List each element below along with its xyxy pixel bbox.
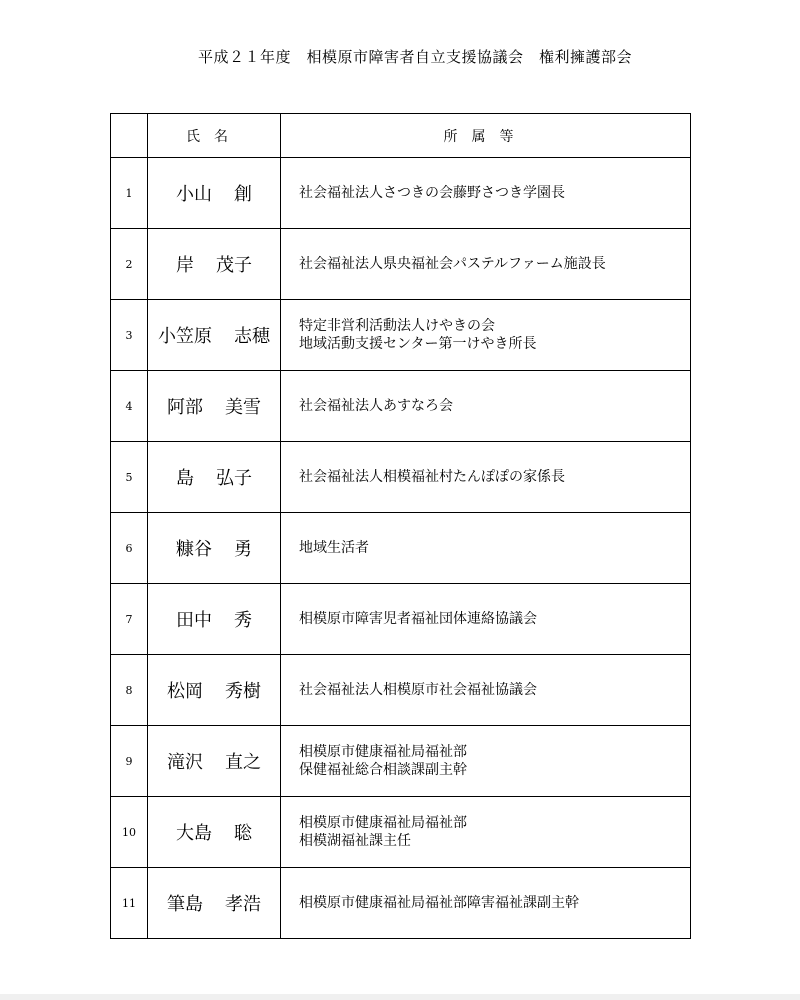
- affiliation-line: 相模原市健康福祉局福祉部: [299, 744, 467, 760]
- table-row: [111, 797, 691, 868]
- given-name: 直之: [225, 752, 261, 773]
- table-body: [111, 158, 691, 939]
- row-number: 10: [111, 797, 148, 868]
- member-affiliation: [281, 513, 691, 584]
- member-name: [148, 726, 281, 797]
- given-name: 勇: [234, 539, 252, 560]
- affiliation-line: 特定非営利活動法人けやきの会: [299, 318, 495, 334]
- row-number: 11: [111, 868, 148, 939]
- member-affiliation: [281, 371, 691, 442]
- table-row: [111, 513, 691, 584]
- member-name: [148, 655, 281, 726]
- given-name: 創: [234, 184, 252, 205]
- family-name: 田中: [176, 610, 212, 631]
- header-no: [111, 114, 148, 158]
- member-name: [148, 868, 281, 939]
- member-name: [148, 371, 281, 442]
- row-number: 3: [111, 300, 148, 371]
- row-number: 9: [111, 726, 148, 797]
- row-number: 5: [111, 442, 148, 513]
- page-footer-band: [0, 994, 800, 1000]
- family-name: 小山: [176, 184, 212, 205]
- member-name: [148, 300, 281, 371]
- given-name: 弘子: [216, 468, 252, 489]
- member-table: [110, 113, 691, 939]
- affiliation-line: 相模湖福祉課主任: [299, 833, 411, 849]
- member-name: [148, 513, 281, 584]
- affiliation-line: 相模原市障害児者福祉団体連絡協議会: [299, 611, 537, 627]
- given-name: 志穂: [234, 326, 270, 347]
- family-name: 阿部: [167, 397, 203, 418]
- header-affiliation: 所属等: [281, 114, 691, 158]
- affiliation-line: 社会福祉法人相模福祉村たんぽぽの家係長: [299, 469, 565, 485]
- table-row: [111, 158, 691, 229]
- member-name: [148, 229, 281, 300]
- member-affiliation: [281, 584, 691, 655]
- row-number: 7: [111, 584, 148, 655]
- header-name: 氏名: [148, 114, 281, 158]
- affiliation-line: 社会福祉法人県央福祉会パステルファーム施設長: [299, 256, 606, 272]
- affiliation-line: 相模原市健康福祉局福祉部障害福祉課副主幹: [299, 895, 579, 911]
- affiliation-line: 保健福祉総合相談課副主幹: [299, 762, 467, 778]
- table-row: [111, 442, 691, 513]
- family-name: 大島: [176, 823, 212, 844]
- affiliation-line: 社会福祉法人さつきの会藤野さつき学園長: [299, 185, 565, 201]
- family-name: 松岡: [167, 681, 203, 702]
- given-name: 孝浩: [225, 894, 261, 915]
- row-number: 4: [111, 371, 148, 442]
- member-affiliation: [281, 229, 691, 300]
- member-affiliation: [281, 158, 691, 229]
- member-affiliation: [281, 797, 691, 868]
- member-affiliation: [281, 655, 691, 726]
- table-row: [111, 655, 691, 726]
- member-affiliation: [281, 726, 691, 797]
- family-name: 滝沢: [167, 752, 203, 773]
- given-name: 美雪: [225, 397, 261, 418]
- row-number: 1: [111, 158, 148, 229]
- affiliation-line: 地域生活者: [299, 540, 369, 556]
- member-name: [148, 584, 281, 655]
- member-affiliation: [281, 300, 691, 371]
- table-row: [111, 868, 691, 939]
- affiliation-line: 相模原市健康福祉局福祉部: [299, 815, 467, 831]
- member-affiliation: [281, 442, 691, 513]
- family-name: 筆島: [167, 894, 203, 915]
- table-row: [111, 300, 691, 371]
- member-name: [148, 442, 281, 513]
- affiliation-line: 地域活動支援センター第一けやき所長: [299, 336, 537, 352]
- table-header-row: [111, 114, 691, 158]
- member-affiliation: [281, 868, 691, 939]
- given-name: 聡: [234, 823, 252, 844]
- table-row: [111, 584, 691, 655]
- table-row: [111, 229, 691, 300]
- family-name: 島: [176, 468, 194, 489]
- member-name: [148, 797, 281, 868]
- given-name: 秀樹: [225, 681, 261, 702]
- affiliation-line: 社会福祉法人相模原市社会福祉協議会: [299, 682, 537, 698]
- given-name: 茂子: [216, 255, 252, 276]
- family-name: 岸: [176, 255, 194, 276]
- row-number: 2: [111, 229, 148, 300]
- table-row: [111, 726, 691, 797]
- given-name: 秀: [234, 610, 252, 631]
- family-name: 小笠原: [158, 326, 212, 347]
- member-name: [148, 158, 281, 229]
- row-number: 8: [111, 655, 148, 726]
- family-name: 糠谷: [176, 539, 212, 560]
- page-title: 平成２１年度 相模原市障害者自立支援協議会 権利擁護部会: [197, 48, 632, 66]
- table-row: [111, 371, 691, 442]
- affiliation-line: 社会福祉法人あすなろ会: [299, 398, 453, 414]
- row-number: 6: [111, 513, 148, 584]
